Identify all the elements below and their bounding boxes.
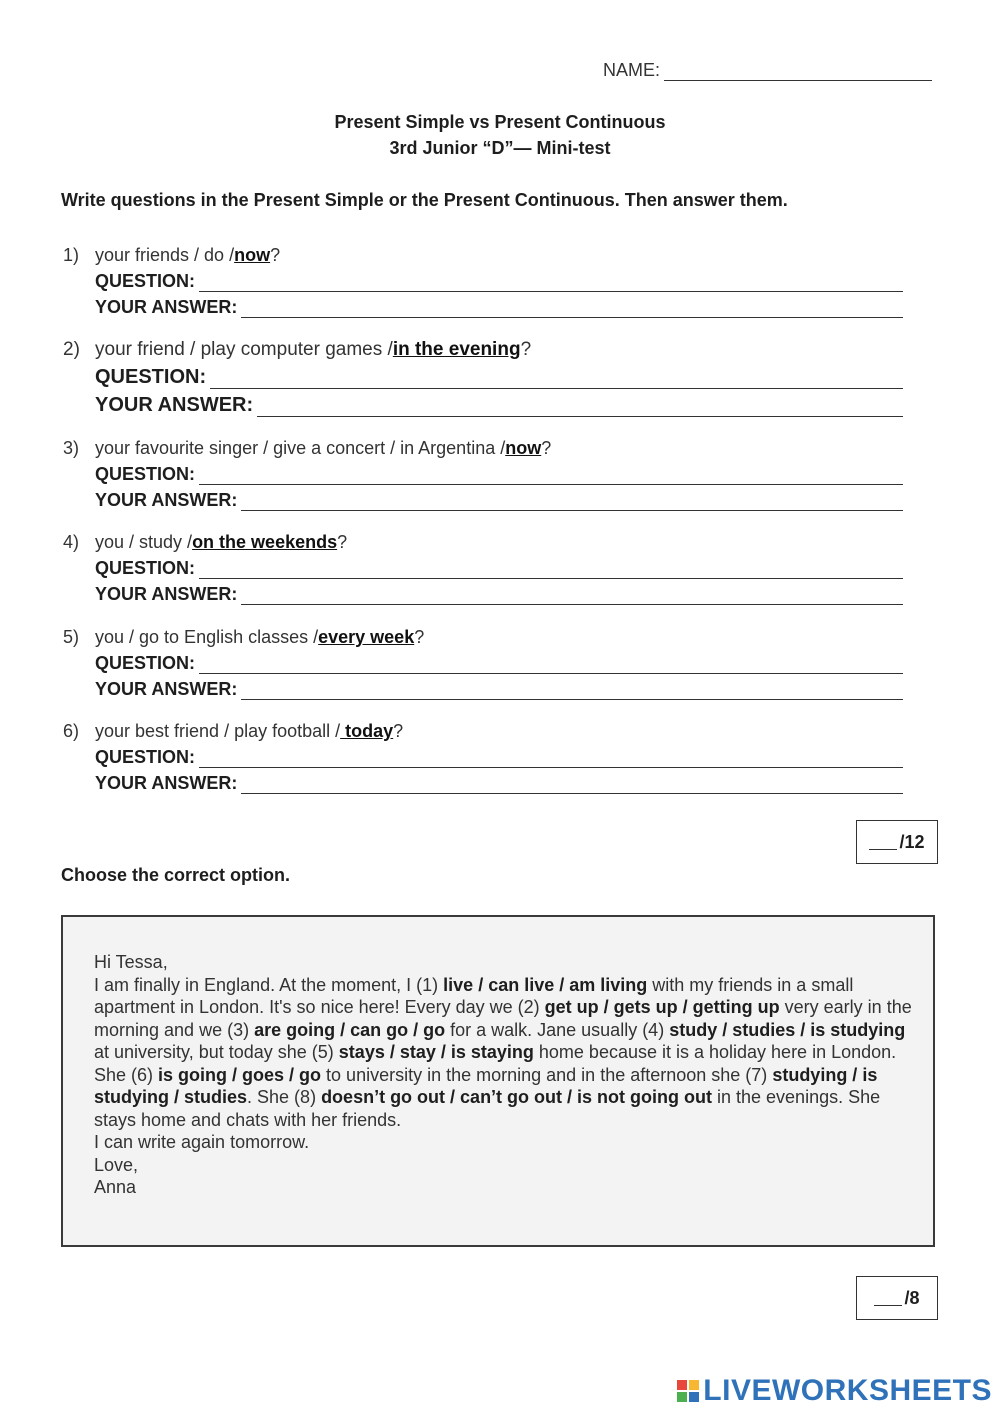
question-label: QUESTION: — [95, 464, 196, 484]
logo-square-yellow — [689, 1380, 699, 1390]
option-choice-2[interactable]: get up / gets up / getting up — [544, 997, 780, 1017]
question-input[interactable] — [210, 371, 903, 389]
question-item-5 — [63, 622, 903, 700]
question-number: 1) — [63, 245, 80, 265]
question-item-3 — [63, 433, 903, 511]
letter-text-segment: at university, but today she (5) — [94, 1042, 339, 1062]
score-total: /8 — [904, 1287, 920, 1308]
answer-input[interactable] — [241, 300, 903, 318]
question-input[interactable] — [199, 274, 903, 292]
letter-body — [94, 974, 914, 1132]
letter-text-segment: . She (8) — [247, 1087, 322, 1107]
name-input-line[interactable] — [664, 62, 932, 81]
score-box-section2 — [856, 1276, 938, 1320]
question-input[interactable] — [199, 561, 903, 579]
question-item-1 — [63, 240, 903, 318]
question-label: QUESTION: — [95, 271, 196, 291]
answer-line — [95, 674, 903, 700]
answer-line — [95, 485, 903, 511]
answer-label: YOUR ANSWER: — [95, 490, 238, 510]
section1-instruction: Write questions in the Present Simple or the Present Continuous. Then answer them. — [61, 190, 788, 210]
logo-square-green — [677, 1392, 687, 1402]
question-number: 5) — [63, 627, 80, 647]
time-keyword: now — [505, 438, 542, 458]
prompt-end: ? — [270, 245, 281, 265]
prompt-end: ? — [414, 627, 425, 647]
answer-input[interactable] — [257, 399, 903, 417]
logo-text: LIVEWORKSHEETS — [703, 1374, 992, 1407]
prompt-end: ? — [541, 438, 552, 458]
question-number: 2) — [63, 339, 80, 360]
question-line — [95, 742, 903, 768]
question-prompt — [63, 527, 903, 553]
answer-input[interactable] — [241, 776, 903, 794]
letter-text-segment: for a walk. Jane usually (4) — [445, 1019, 670, 1040]
question-prompt — [63, 333, 903, 361]
letter-greeting: Hi Tessa, — [94, 952, 168, 972]
answer-line — [95, 579, 903, 605]
logo-icon — [677, 1380, 699, 1402]
question-label: QUESTION: — [95, 653, 196, 673]
option-choice-5[interactable]: stays / stay / is staying — [338, 1042, 534, 1062]
question-prompt — [63, 716, 903, 742]
prompt-text: your friends / do / — [95, 245, 235, 265]
time-keyword: in the evening — [392, 339, 521, 360]
time-keyword: now — [234, 245, 271, 265]
question-label: QUESTION: — [95, 558, 196, 578]
question-number: 4) — [63, 532, 80, 552]
question-number: 6) — [63, 721, 80, 741]
time-keyword: every week — [318, 627, 415, 647]
answer-label: YOUR ANSWER: — [95, 394, 254, 416]
question-item-4 — [63, 527, 903, 605]
answer-input[interactable] — [241, 682, 903, 700]
logo-square-red — [677, 1380, 687, 1390]
page-subtitle: 3rd Junior “D”— Mini-test — [389, 138, 611, 158]
question-line — [95, 648, 903, 674]
letter-text-segment: to university in the morning and in the afternoon she (7) — [321, 1064, 773, 1085]
prompt-end: ? — [520, 339, 532, 360]
prompt-text: your favourite singer / give a concert / in Argentina / — [95, 438, 506, 458]
question-input[interactable] — [199, 467, 903, 485]
question-number: 3) — [63, 438, 80, 458]
prompt-end: ? — [393, 721, 404, 741]
name-label: NAME: — [603, 60, 661, 80]
answer-label: YOUR ANSWER: — [95, 679, 238, 699]
score-total: /12 — [899, 831, 925, 852]
question-line — [95, 266, 903, 292]
question-item-2 — [63, 333, 903, 417]
letter-text-segment: in the evenings. She stays home and chats with her friends. — [94, 1087, 881, 1130]
prompt-text: your best friend / play football / — [95, 721, 341, 741]
logo-square-blue — [689, 1392, 699, 1402]
option-choice-1[interactable]: live / can live / am living — [443, 974, 648, 995]
question-label: QUESTION: — [95, 747, 196, 767]
time-keyword: on the weekends — [192, 532, 338, 552]
letter-line: I can write again tomorrow. — [94, 1132, 310, 1152]
page-title: Present Simple vs Present Continuous — [334, 112, 666, 132]
question-line — [95, 361, 903, 389]
question-input[interactable] — [199, 750, 903, 768]
option-choice-6[interactable]: is going / goes / go — [158, 1064, 322, 1085]
answer-line — [95, 389, 903, 417]
prompt-text: you / study / — [95, 532, 193, 552]
section2-instruction: Choose the correct option. — [61, 865, 291, 885]
answer-input[interactable] — [241, 587, 903, 605]
letter-text-segment: home because it is a holiday here in London. She (6) — [94, 1042, 897, 1085]
option-choice-7[interactable]: studying / is studying / studies — [94, 1064, 878, 1107]
liveworksheets-logo — [677, 1374, 992, 1408]
letter-text-segment: I am finally in England. At the moment, I (1) — [94, 974, 444, 995]
letter-box — [61, 915, 935, 1247]
letter-text-segment: very early in the morning and we (3) — [94, 997, 912, 1040]
question-line — [95, 553, 903, 579]
answer-line — [95, 768, 903, 794]
option-choice-8[interactable]: doesn’t go out / can’t go out / is not going out — [321, 1087, 712, 1107]
option-choice-4[interactable]: study / studies / is studying — [669, 1019, 906, 1040]
score-input[interactable] — [874, 1291, 902, 1306]
prompt-text: your friend / play computer games / — [95, 339, 393, 360]
question-input[interactable] — [199, 656, 903, 674]
answer-label: YOUR ANSWER: — [95, 584, 238, 604]
time-keyword: today — [340, 721, 394, 741]
prompt-end: ? — [337, 532, 348, 552]
prompt-text: you / go to English classes / — [95, 627, 319, 647]
letter-text-segment: with my friends in a small apartment in London. It's so nice here! Every day we (2) — [94, 974, 854, 1017]
answer-line — [95, 292, 903, 318]
letter-closing: Love, — [94, 1154, 139, 1175]
name-field — [603, 60, 932, 81]
answer-label: YOUR ANSWER: — [95, 297, 238, 317]
question-prompt — [63, 240, 903, 266]
option-choice-3[interactable]: are going / can go / go — [254, 1019, 446, 1040]
letter-signature: Anna — [94, 1177, 137, 1197]
question-label: QUESTION: — [95, 366, 207, 388]
question-item-6 — [63, 716, 903, 794]
letter-text — [94, 951, 914, 1199]
score-input[interactable] — [869, 835, 897, 850]
score-box-section1 — [856, 820, 938, 864]
question-line — [95, 459, 903, 485]
answer-input[interactable] — [241, 493, 903, 511]
question-prompt — [63, 433, 903, 459]
question-prompt — [63, 622, 903, 648]
answer-label: YOUR ANSWER: — [95, 773, 238, 793]
